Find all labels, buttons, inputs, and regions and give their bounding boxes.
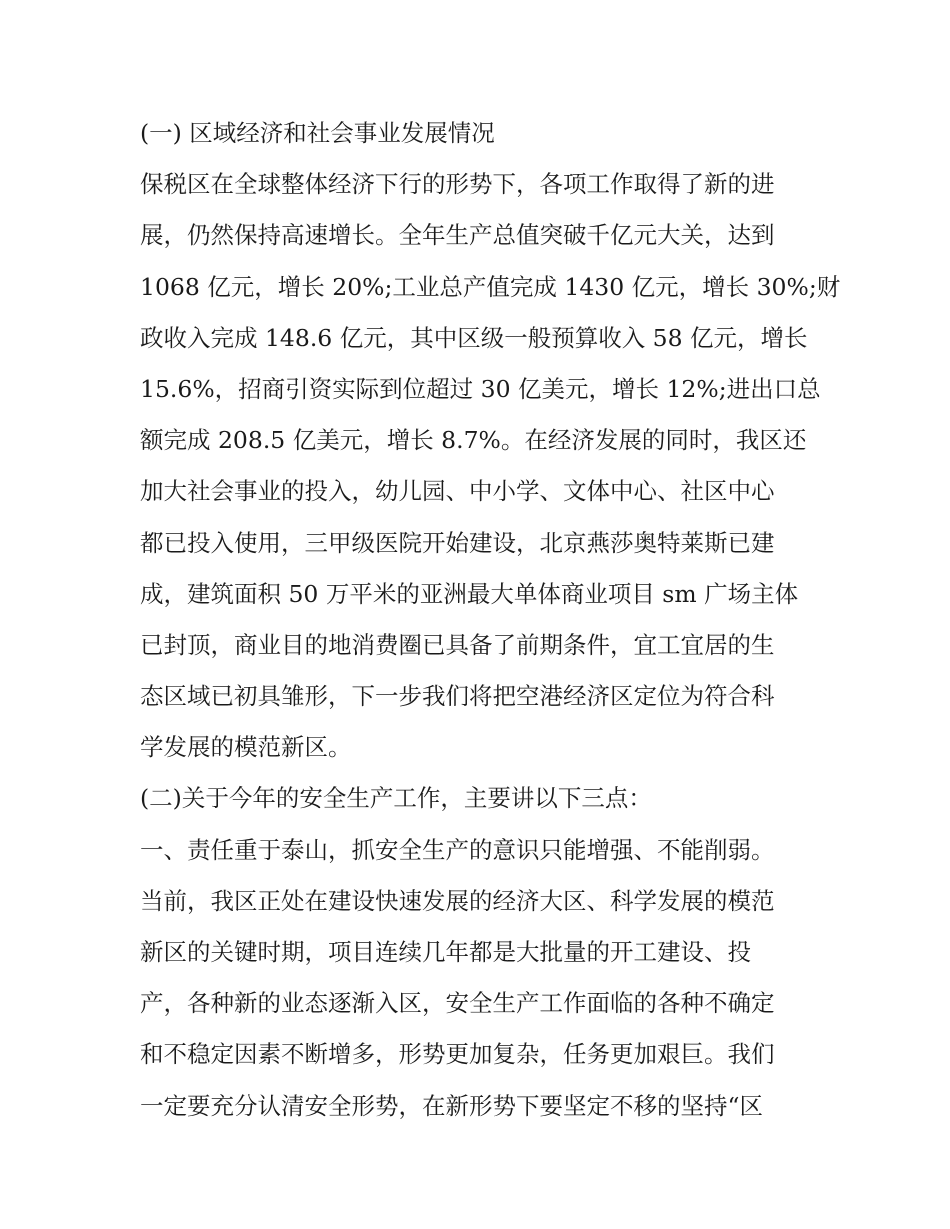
paragraph-line: 1068 亿元，增长 20%;工业总产值完成 1430 亿元，增长 30%;财: [140, 272, 841, 301]
paragraph-line: 15.6%，招商引资实际到位超过 30 亿美元，增长 12%;进出口总: [140, 374, 821, 403]
paragraph-line: 都已投入使用，三甲级医院开始建设，北京燕莎奥特莱斯已建: [140, 528, 775, 557]
section-heading-1: (一) 区域经济和社会事业发展情况: [140, 119, 495, 147]
paragraph-line: 产，各种新的业态逐渐入区，安全生产工作面临的各种不确定: [140, 989, 775, 1018]
paragraph-line: 学发展的模范新区。: [140, 733, 352, 762]
paragraph-line: 成，建筑面积 50 万平米的亚洲最大单体商业项目 sm 广场主体: [140, 579, 799, 608]
paragraph-line: 政收入完成 148.6 亿元，其中区级一般预算收入 58 亿元，增长: [140, 323, 808, 352]
paragraph-line: 额完成 208.5 亿美元，增长 8.7%。在经济发展的同时，我区还: [140, 426, 807, 455]
paragraph-line: 态区域已初具雏形，下一步我们将把空港经济区定位为符合科: [140, 682, 775, 711]
document-body: [140, 108, 841, 1132]
paragraph-line: 当前，我区正处在建设快速发展的经济大区、科学发展的模范: [140, 886, 775, 915]
paragraph-line: 和不稳定因素不断增多，形势更加复杂，任务更加艰巨。我们: [140, 1040, 775, 1069]
paragraph-line: 加大社会事业的投入，幼儿园、中小学、文体中心、社区中心: [140, 477, 775, 506]
paragraph-line: 展，仍然保持高速增长。全年生产总值突破千亿元大关，达到: [140, 221, 775, 250]
paragraph-line: 已封顶，商业目的地消费圈已具备了前期条件，宜工宜居的生: [140, 630, 775, 659]
section-heading-2: (二)关于今年的安全生产工作，主要讲以下三点：: [140, 784, 652, 813]
paragraph-line: 新区的关键时期，项目连续几年都是大批量的开工建设、投: [140, 938, 751, 966]
paragraph-line: 一定要充分认清安全形势，在新形势下要坚定不移的坚持“区: [140, 1091, 764, 1120]
paragraph-line: 一、责任重于泰山，抓安全生产的意识只能增强、不能削弱。: [140, 835, 775, 864]
paragraph-line: 保税区在全球整体经济下行的形势下，各项工作取得了新的进: [140, 170, 775, 199]
